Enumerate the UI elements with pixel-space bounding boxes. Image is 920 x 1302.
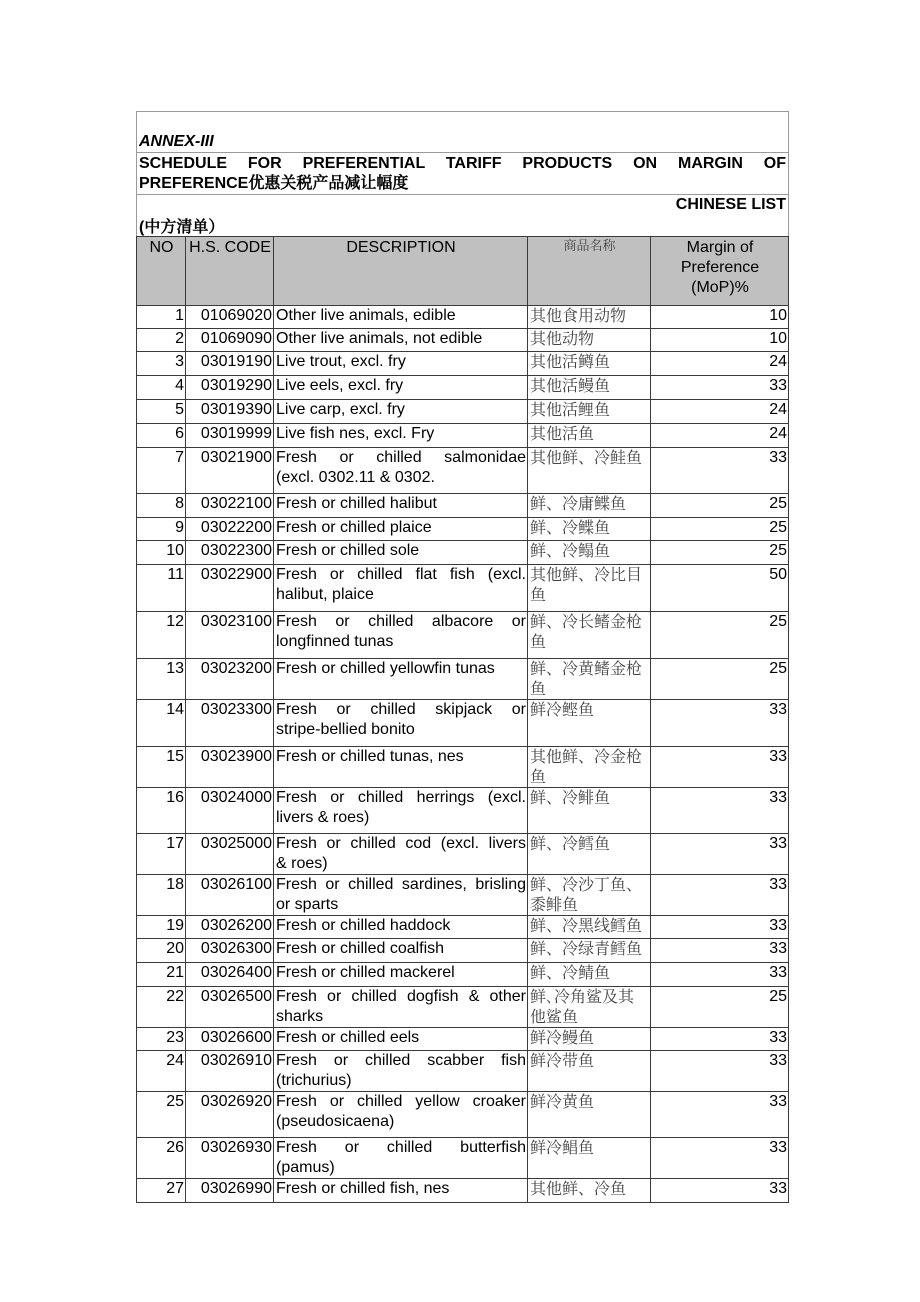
row-no: 17 (137, 834, 186, 875)
row-description: Live eels, excl. fry (274, 376, 528, 400)
row-no: 19 (137, 916, 186, 939)
table-row (137, 424, 789, 448)
row-mop: 10 (651, 329, 789, 352)
row-description: Fresh or chilled yellowfin tunas (274, 659, 528, 700)
annex-row (137, 112, 788, 153)
row-mop: 33 (651, 1138, 789, 1179)
row-chinese-name: 鲜、冷庸鲽鱼 (528, 494, 651, 518)
row-chinese-name: 鲜、冷黑线鳕鱼 (528, 916, 651, 939)
row-description-line2: (trichurius) (276, 1072, 352, 1089)
table-row (137, 329, 789, 352)
table-row (137, 834, 789, 875)
row-no: 14 (137, 700, 186, 747)
row-no: 27 (137, 1179, 186, 1203)
row-description-line1: Fresh or chilled dogfish & other (276, 988, 526, 1005)
table-header-row (137, 237, 789, 306)
row-chinese-name: 其他动物 (528, 329, 651, 352)
row-chinese-name: 其他鲜、冷鱼 (528, 1179, 651, 1203)
row-mop: 33 (651, 376, 789, 400)
table-row (137, 939, 789, 963)
row-description (274, 448, 528, 494)
row-description-line2: (excl. 0302.11 & 0302. (276, 469, 435, 486)
row-mop: 33 (651, 834, 789, 875)
row-mop: 10 (651, 306, 789, 329)
table-row (137, 494, 789, 518)
table-row (137, 788, 789, 834)
row-description: Other live animals, not edible (274, 329, 528, 352)
row-hs-code: 03026200 (186, 916, 274, 939)
row-description-line2: longfinned tunas (276, 633, 394, 650)
row-hs-code: 03023900 (186, 747, 274, 788)
row-chinese-name: 鲜冷黄鱼 (528, 1092, 651, 1138)
row-mop: 25 (651, 494, 789, 518)
row-hs-code: 01069090 (186, 329, 274, 352)
row-mop: 33 (651, 1051, 789, 1092)
table-row (137, 1051, 789, 1092)
annex-label: ANNEX-III (139, 133, 214, 150)
table-row (137, 376, 789, 400)
row-description-line2: (pseudosicaena) (276, 1113, 395, 1130)
schedule-title-line2: PREFERENCE优惠关税产品减让幅度 (139, 175, 409, 192)
row-hs-code: 03023100 (186, 612, 274, 659)
tariff-schedule-table (136, 236, 789, 1203)
row-chinese-name: 鲜冷带鱼 (528, 1051, 651, 1092)
row-chinese-name: 鲜冷鳗鱼 (528, 1028, 651, 1051)
row-no: 18 (137, 875, 186, 916)
schedule-title-line1: SCHEDULE FOR PREFERENTIAL TARIFF PRODUCTS ON MARGIN OF (139, 155, 786, 172)
document-header-frame (136, 111, 789, 237)
schedule-title (137, 153, 788, 195)
row-hs-code: 01069020 (186, 306, 274, 329)
row-hs-code: 03024000 (186, 788, 274, 834)
row-description: Live carp, excl. fry (274, 400, 528, 424)
row-chinese-name: 鲜、冷鲱鱼 (528, 788, 651, 834)
row-hs-code: 03019290 (186, 376, 274, 400)
row-mop: 33 (651, 1028, 789, 1051)
row-mop: 33 (651, 448, 789, 494)
table-row (137, 400, 789, 424)
table-row (137, 1138, 789, 1179)
row-chinese-name: 鲜冷鲣鱼 (528, 700, 651, 747)
row-no: 1 (137, 306, 186, 329)
row-description (274, 1051, 528, 1092)
row-chinese-name: 鲜、冷长鳍金枪鱼 (528, 612, 651, 659)
table-row (137, 518, 789, 541)
row-mop: 25 (651, 987, 789, 1028)
table-row (137, 747, 789, 788)
row-hs-code: 03026600 (186, 1028, 274, 1051)
list-label: CHINESE LIST (675, 196, 786, 213)
row-hs-code: 03026100 (186, 875, 274, 916)
row-description-line1: Fresh or chilled flat fish (excl. (276, 566, 526, 583)
table-row (137, 306, 789, 329)
row-no: 22 (137, 987, 186, 1028)
row-hs-code: 03023200 (186, 659, 274, 700)
table-row (137, 565, 789, 612)
row-hs-code: 03021900 (186, 448, 274, 494)
header-chinese-name: 商品名称 (528, 237, 651, 306)
row-hs-code: 03026300 (186, 939, 274, 963)
row-hs-code: 03025000 (186, 834, 274, 875)
row-chinese-name: 鲜､冷角鲨及其他鲨鱼 (528, 987, 651, 1028)
row-mop: 33 (651, 1179, 789, 1203)
list-label-row (137, 195, 788, 237)
row-chinese-name: 鲜、冷鲽鱼 (528, 518, 651, 541)
row-description-line2: halibut, plaice (276, 586, 374, 603)
row-hs-code: 03026910 (186, 1051, 274, 1092)
row-no: 12 (137, 612, 186, 659)
table-row (137, 541, 789, 565)
row-description (274, 565, 528, 612)
row-description: Fresh or chilled fish, nes (274, 1179, 528, 1203)
row-description-line1: Fresh or chilled sardines, brisling (276, 876, 526, 893)
row-description-line2: or sparts (276, 896, 339, 913)
table-row (137, 987, 789, 1028)
table-row (137, 875, 789, 916)
row-description (274, 834, 528, 875)
row-no: 11 (137, 565, 186, 612)
row-chinese-name: 鲜、冷鲭鱼 (528, 963, 651, 987)
row-description-line2: stripe-bellied bonito (276, 721, 415, 738)
row-chinese-name: 鲜、冷鳕鱼 (528, 834, 651, 875)
row-chinese-name: 其他活鲤鱼 (528, 400, 651, 424)
row-chinese-name: 其他食用动物 (528, 306, 651, 329)
row-no: 21 (137, 963, 186, 987)
row-mop: 33 (651, 939, 789, 963)
row-description (274, 1138, 528, 1179)
row-description: Fresh or chilled sole (274, 541, 528, 565)
row-no: 26 (137, 1138, 186, 1179)
row-hs-code: 03026930 (186, 1138, 274, 1179)
row-chinese-name: 其他活鳟鱼 (528, 352, 651, 376)
row-description: Live fish nes, excl. Fry (274, 424, 528, 448)
row-description-line2: livers & roes) (276, 809, 370, 826)
row-description: Other live animals, edible (274, 306, 528, 329)
row-hs-code: 03022100 (186, 494, 274, 518)
table-row (137, 700, 789, 747)
row-chinese-name: 其他鲜、冷金枪鱼 (528, 747, 651, 788)
row-no: 6 (137, 424, 186, 448)
row-no: 9 (137, 518, 186, 541)
row-description: Fresh or chilled haddock (274, 916, 528, 939)
row-mop: 33 (651, 963, 789, 987)
row-hs-code: 03022300 (186, 541, 274, 565)
header-mop: Margin of Preference (MoP)% (651, 237, 789, 306)
row-description: Fresh or chilled mackerel (274, 963, 528, 987)
row-chinese-name: 鲜、冷鳎鱼 (528, 541, 651, 565)
table-row (137, 1028, 789, 1051)
row-description-line1: Fresh or chilled albacore or (276, 613, 526, 630)
row-mop: 25 (651, 659, 789, 700)
row-hs-code: 03023300 (186, 700, 274, 747)
row-description: Fresh or chilled halibut (274, 494, 528, 518)
table-body (137, 306, 789, 1203)
row-chinese-name: 鲜、冷沙丁鱼、黍鲱鱼 (528, 875, 651, 916)
row-no: 23 (137, 1028, 186, 1051)
table-row (137, 448, 789, 494)
row-hs-code: 03022200 (186, 518, 274, 541)
row-no: 4 (137, 376, 186, 400)
row-description-line1: Fresh or chilled skipjack or (276, 701, 526, 718)
row-no: 16 (137, 788, 186, 834)
row-description (274, 875, 528, 916)
row-mop: 33 (651, 788, 789, 834)
row-chinese-name: 其他鲜、冷鲑鱼 (528, 448, 651, 494)
row-no: 13 (137, 659, 186, 700)
row-hs-code: 03026400 (186, 963, 274, 987)
row-chinese-name: 鲜冷鲳鱼 (528, 1138, 651, 1179)
row-description (274, 987, 528, 1028)
row-no: 10 (137, 541, 186, 565)
row-mop: 33 (651, 700, 789, 747)
row-mop: 33 (651, 916, 789, 939)
row-mop: 24 (651, 400, 789, 424)
table-row (137, 1179, 789, 1203)
table-row (137, 1092, 789, 1138)
row-description (274, 700, 528, 747)
table-row (137, 916, 789, 939)
row-description-line1: Fresh or chilled butterfish (276, 1139, 526, 1156)
row-mop: 33 (651, 875, 789, 916)
row-chinese-name: 其他活鱼 (528, 424, 651, 448)
row-mop: 50 (651, 565, 789, 612)
row-no: 24 (137, 1051, 186, 1092)
row-description (274, 788, 528, 834)
table-row (137, 352, 789, 376)
row-no: 25 (137, 1092, 186, 1138)
row-hs-code: 03026920 (186, 1092, 274, 1138)
row-description: Fresh or chilled tunas, nes (274, 747, 528, 788)
row-description (274, 1092, 528, 1138)
table-row (137, 659, 789, 700)
table-row (137, 963, 789, 987)
row-no: 8 (137, 494, 186, 518)
row-description-line2: (pamus) (276, 1159, 335, 1176)
row-mop: 24 (651, 424, 789, 448)
row-chinese-name: 鲜、冷绿青鳕鱼 (528, 939, 651, 963)
header-hs-code: H.S. CODE (186, 237, 274, 306)
row-no: 5 (137, 400, 186, 424)
row-description-line2: sharks (276, 1008, 324, 1025)
row-description-line2: & roes) (276, 855, 328, 872)
header-description: DESCRIPTION (274, 237, 528, 306)
row-description: Fresh or chilled coalfish (274, 939, 528, 963)
row-no: 15 (137, 747, 186, 788)
row-description: Fresh or chilled plaice (274, 518, 528, 541)
row-chinese-name: 其他鲜、冷比目鱼 (528, 565, 651, 612)
row-description-line1: Fresh or chilled yellow croaker (276, 1093, 526, 1110)
row-mop: 25 (651, 612, 789, 659)
row-description-line1: Fresh or chilled salmonidae (276, 449, 526, 466)
row-mop: 25 (651, 541, 789, 565)
row-description-line1: Fresh or chilled scabber fish (276, 1052, 526, 1069)
row-hs-code: 03026990 (186, 1179, 274, 1203)
row-no: 20 (137, 939, 186, 963)
list-label-cn: (中方清单） (139, 219, 225, 236)
row-chinese-name: 鲜、冷黄鳍金枪鱼 (528, 659, 651, 700)
row-hs-code: 03019999 (186, 424, 274, 448)
row-mop: 33 (651, 747, 789, 788)
row-description-line1: Fresh or chilled herrings (excl. (276, 789, 526, 806)
row-mop: 33 (651, 1092, 789, 1138)
row-description: Fresh or chilled eels (274, 1028, 528, 1051)
row-hs-code: 03022900 (186, 565, 274, 612)
row-hs-code: 03026500 (186, 987, 274, 1028)
row-no: 3 (137, 352, 186, 376)
row-no: 7 (137, 448, 186, 494)
row-description: Live trout, excl. fry (274, 352, 528, 376)
table-row (137, 612, 789, 659)
row-no: 2 (137, 329, 186, 352)
row-chinese-name: 其他活鳗鱼 (528, 376, 651, 400)
row-description-line1: Fresh or chilled cod (excl. livers (276, 835, 526, 852)
row-hs-code: 03019390 (186, 400, 274, 424)
row-description (274, 612, 528, 659)
row-mop: 24 (651, 352, 789, 376)
row-mop: 25 (651, 518, 789, 541)
header-no: NO (137, 237, 186, 306)
row-hs-code: 03019190 (186, 352, 274, 376)
